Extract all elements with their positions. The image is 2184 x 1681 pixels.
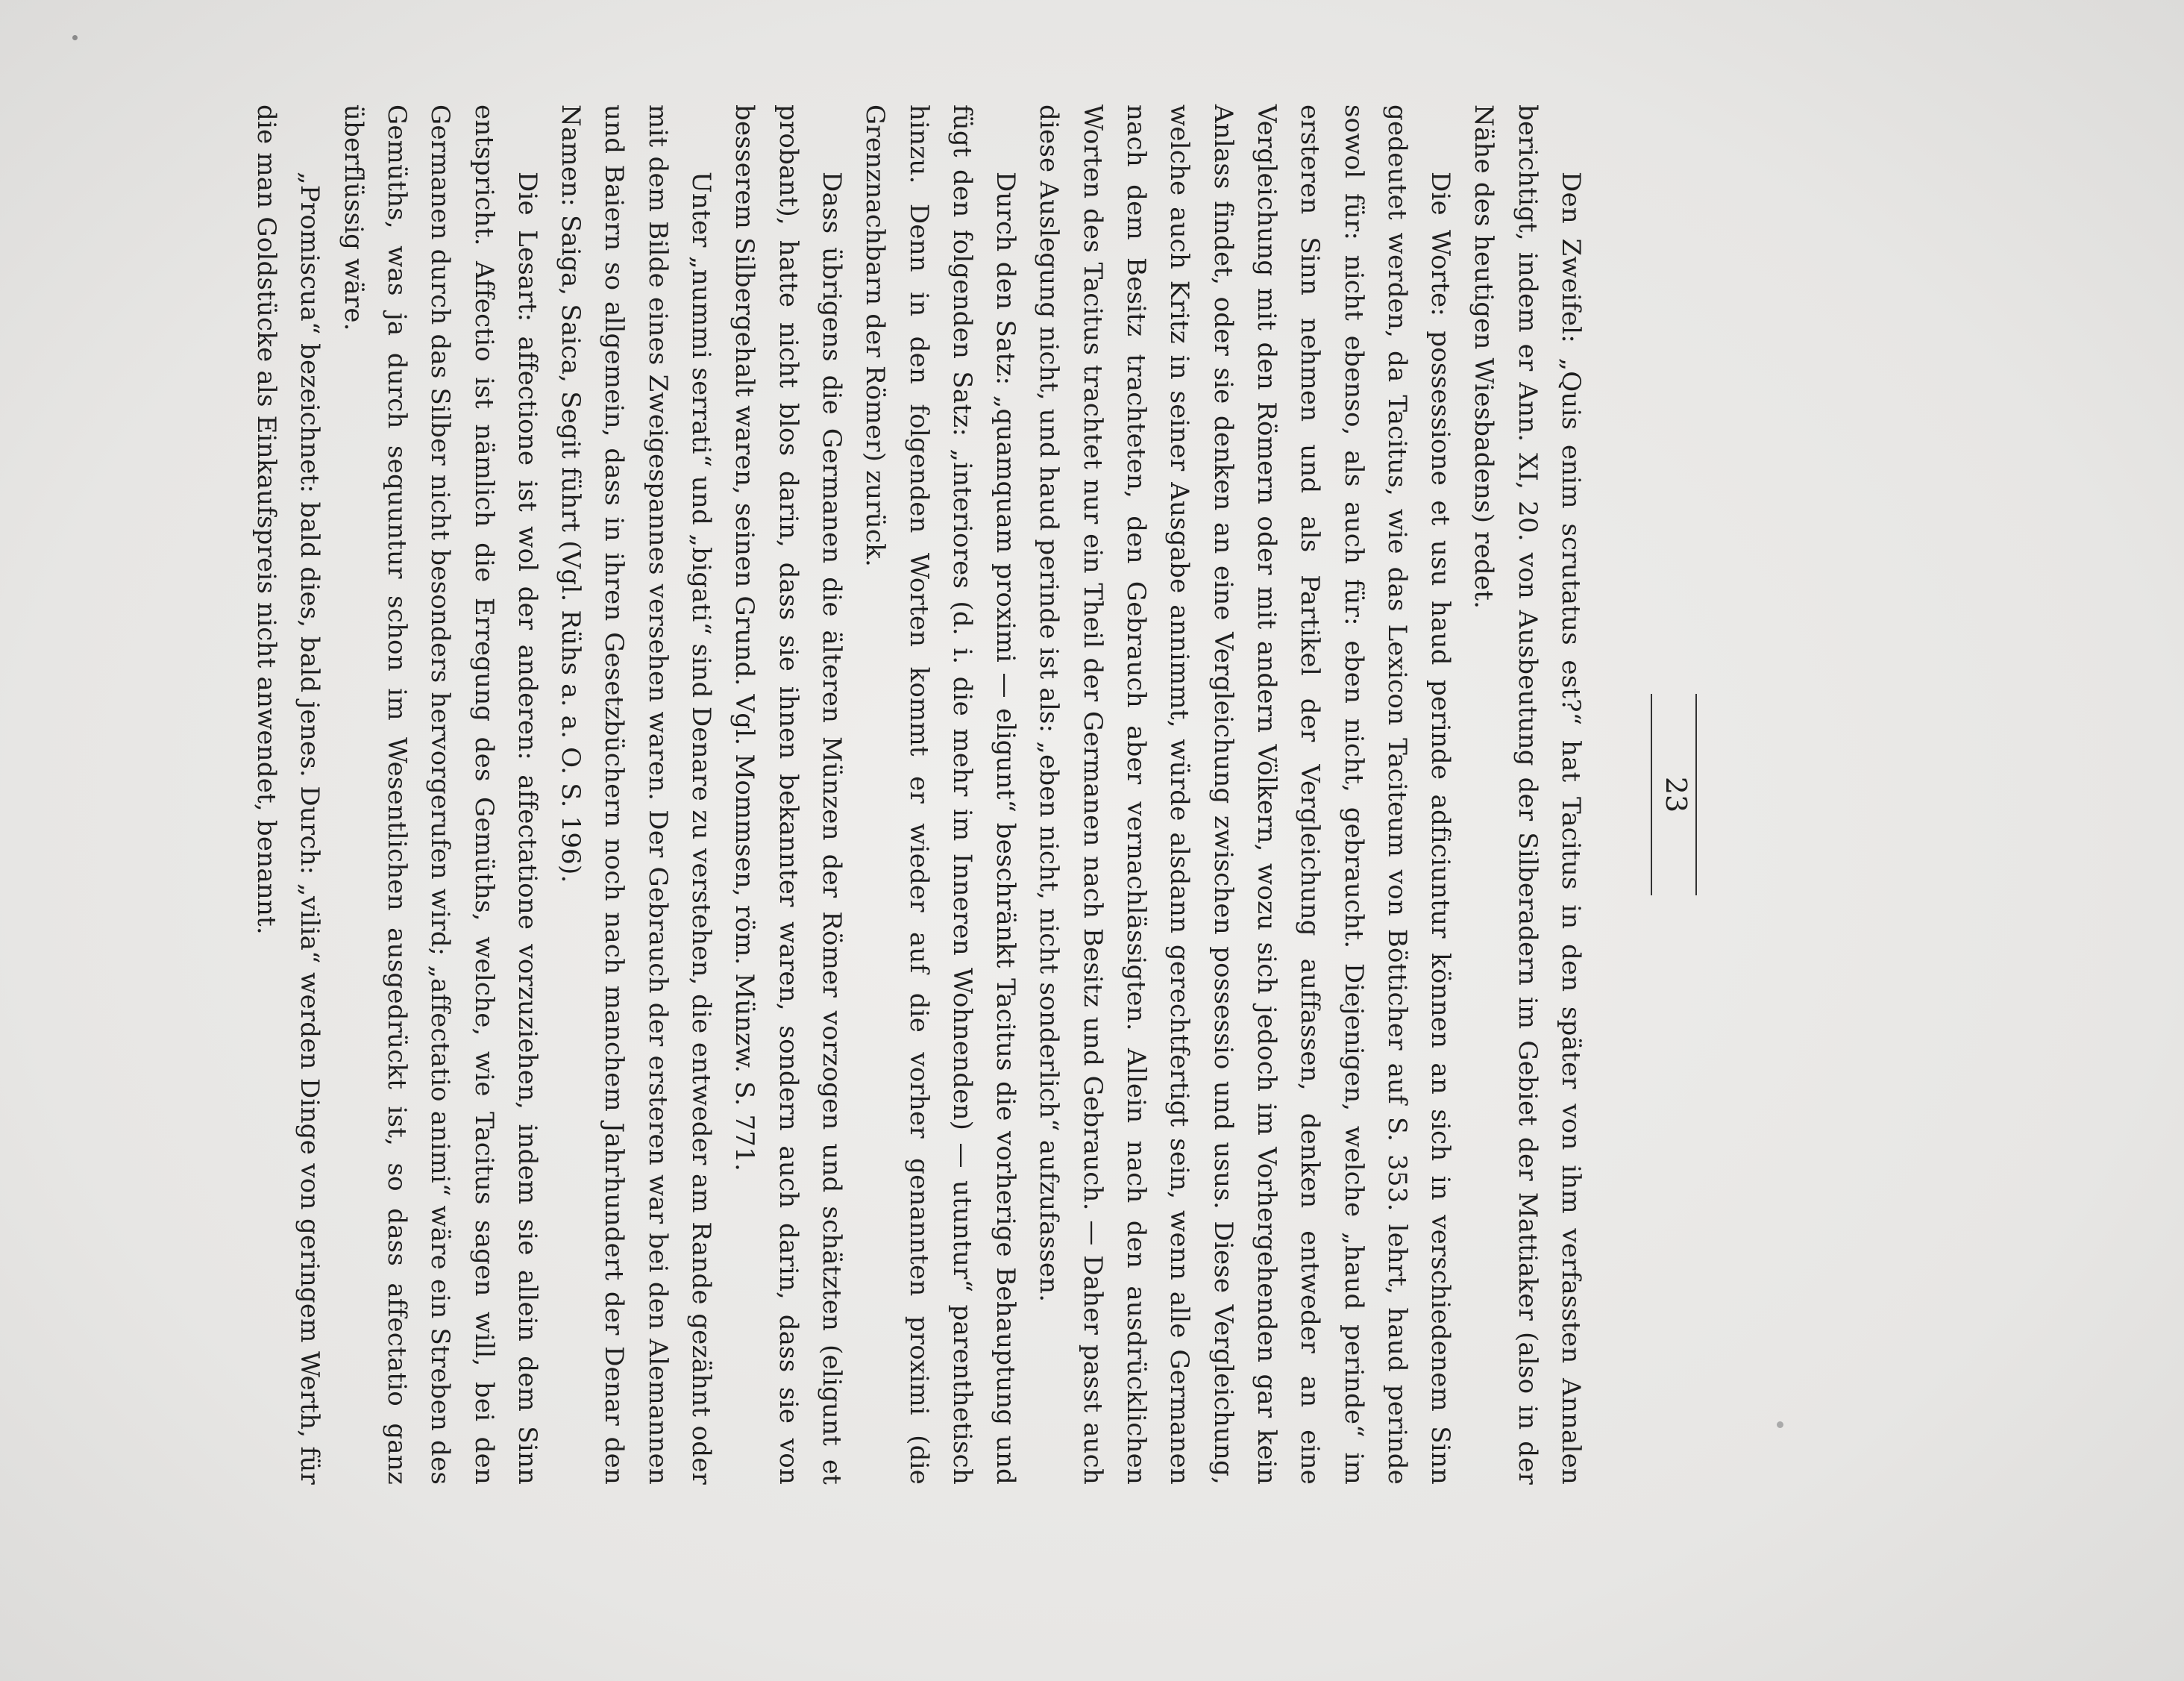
paragraph: Die Lesart: affectione ist wol der anderen: affectatione vorzuziehen, indem sie allein dem Sinn entspricht. Affectio ist nämlich die Erregung des Gemüths, welche, wie Tacitus sagen will, bei den Germanen durch das Silber nicht besonders hervorgerufen wird; „affectatio animi“ wäre ein Streben des Gemüths, was ja durch sequuntur schon im Wesentlichen ausgedrückt ist, so dass affectatio ganz überflüssig wäre. bbox=[338, 104, 542, 1485]
head-rule-top bbox=[1695, 694, 1697, 895]
body-text bbox=[245, 104, 1592, 1485]
paragraph: Die Worte: possessione et usu haud perinde adficiuntur können an sich in verschiedenem Sinn gedeutet werden, da Tacitus, wie das Lexicon Taciteum von Bötticher auf S. 353. lehrt, haud perinde sowol für: nicht ebenso, als auch für: eben nicht, gebraucht. Diejenigen, welche „haud perinde“ im ersteren Sinn nehmen und als Partikel der Vergleichung auffassen, denken entweder an eine Vergleichung mit den Römern oder mit andern Völkern, wozu sich jedoch im Vorhergehenden gar kein Anlass findet, oder sie denken an eine Vergleichung zwischen possessio und usus. Diese Vergleichung, welche auch Kritz in seiner Ausgabe annimmt, würde alsdann gerechtfertigt sein, wenn alle Germanen nach dem Besitz trachteten, den Gebrauch aber vernachlässigten. Allein nach den ausdrücklichen Worten des Tacitus trachtet nur ein Theil der Germanen nach Besitz und Gebrauch. — Daher passt auch diese Auslegung nicht, und haud perinde ist als: „eben nicht, nicht sonderlich“ aufzufassen. bbox=[1034, 104, 1456, 1485]
ink-speck bbox=[1777, 1421, 1783, 1428]
paragraph: Den Zweifel: „Quis enim scrutatus est?“ hat Tacitus in den später von ihm verfassten Annalen berichtigt, indem er Ann. XI, 20. von Ausbeutung der Silberadern im Gebiet der Mattiaker (also in der Nähe des heutigen Wiesbadens) redet. bbox=[1469, 104, 1586, 1485]
ink-speck bbox=[72, 35, 78, 40]
paragraph: Unter „nummi serrati“ und „bigati“ sind Denare zu verstehen, die entweder am Rande gezähnt oder mit dem Bilde eines Zweigespannes versehen waren. Der Gebrauch der ersteren war bei den Alemannen und Baiern so allgemein, dass in ihren Gesetzbüchern noch nach manchem Jahrhundert der Denar den Namen: Saiga, Saica, Segit führt (Vgl. Rühs a. a. O. S. 196). bbox=[556, 104, 717, 1485]
running-head bbox=[1615, 104, 1697, 1485]
page-number: 23 bbox=[1660, 776, 1692, 813]
head-rule-bottom bbox=[1651, 694, 1652, 895]
paragraph: Dass übrigens die Germanen die älteren Münzen der Römer vorzogen und schätzten (eligunt et probant), hatte nicht blos darin, dass sie ihnen bekannter waren, sondern auch darin, dass sie von besserem Silbergehalt waren, seinen Grund. Vgl. Mommsen, röm. Münzw. S. 771. bbox=[729, 104, 847, 1485]
paragraph: „Promiscua“ bezeichnet: bald dies, bald jenes. Durch: „vilia“ werden Dinge von geringem Werth, für die man Goldstücke als Einkaufspreis nicht anwendet, benannt. bbox=[251, 104, 325, 1485]
rotated-text-block bbox=[251, 104, 1697, 1485]
paragraph: Durch den Satz: „quamquam proximi — eligunt“ beschränkt Tacitus die vorherige Behauptung und fügt den folgenden Satz: „interiores (d. i. die mehr im Inneren Wohnenden) — utuntur“ parenthetisch hinzu. Denn in den folgenden Worten kommt er wieder auf die vorher genannten proximi (die Grenznachbarn der Römer) zurück. bbox=[860, 104, 1021, 1485]
